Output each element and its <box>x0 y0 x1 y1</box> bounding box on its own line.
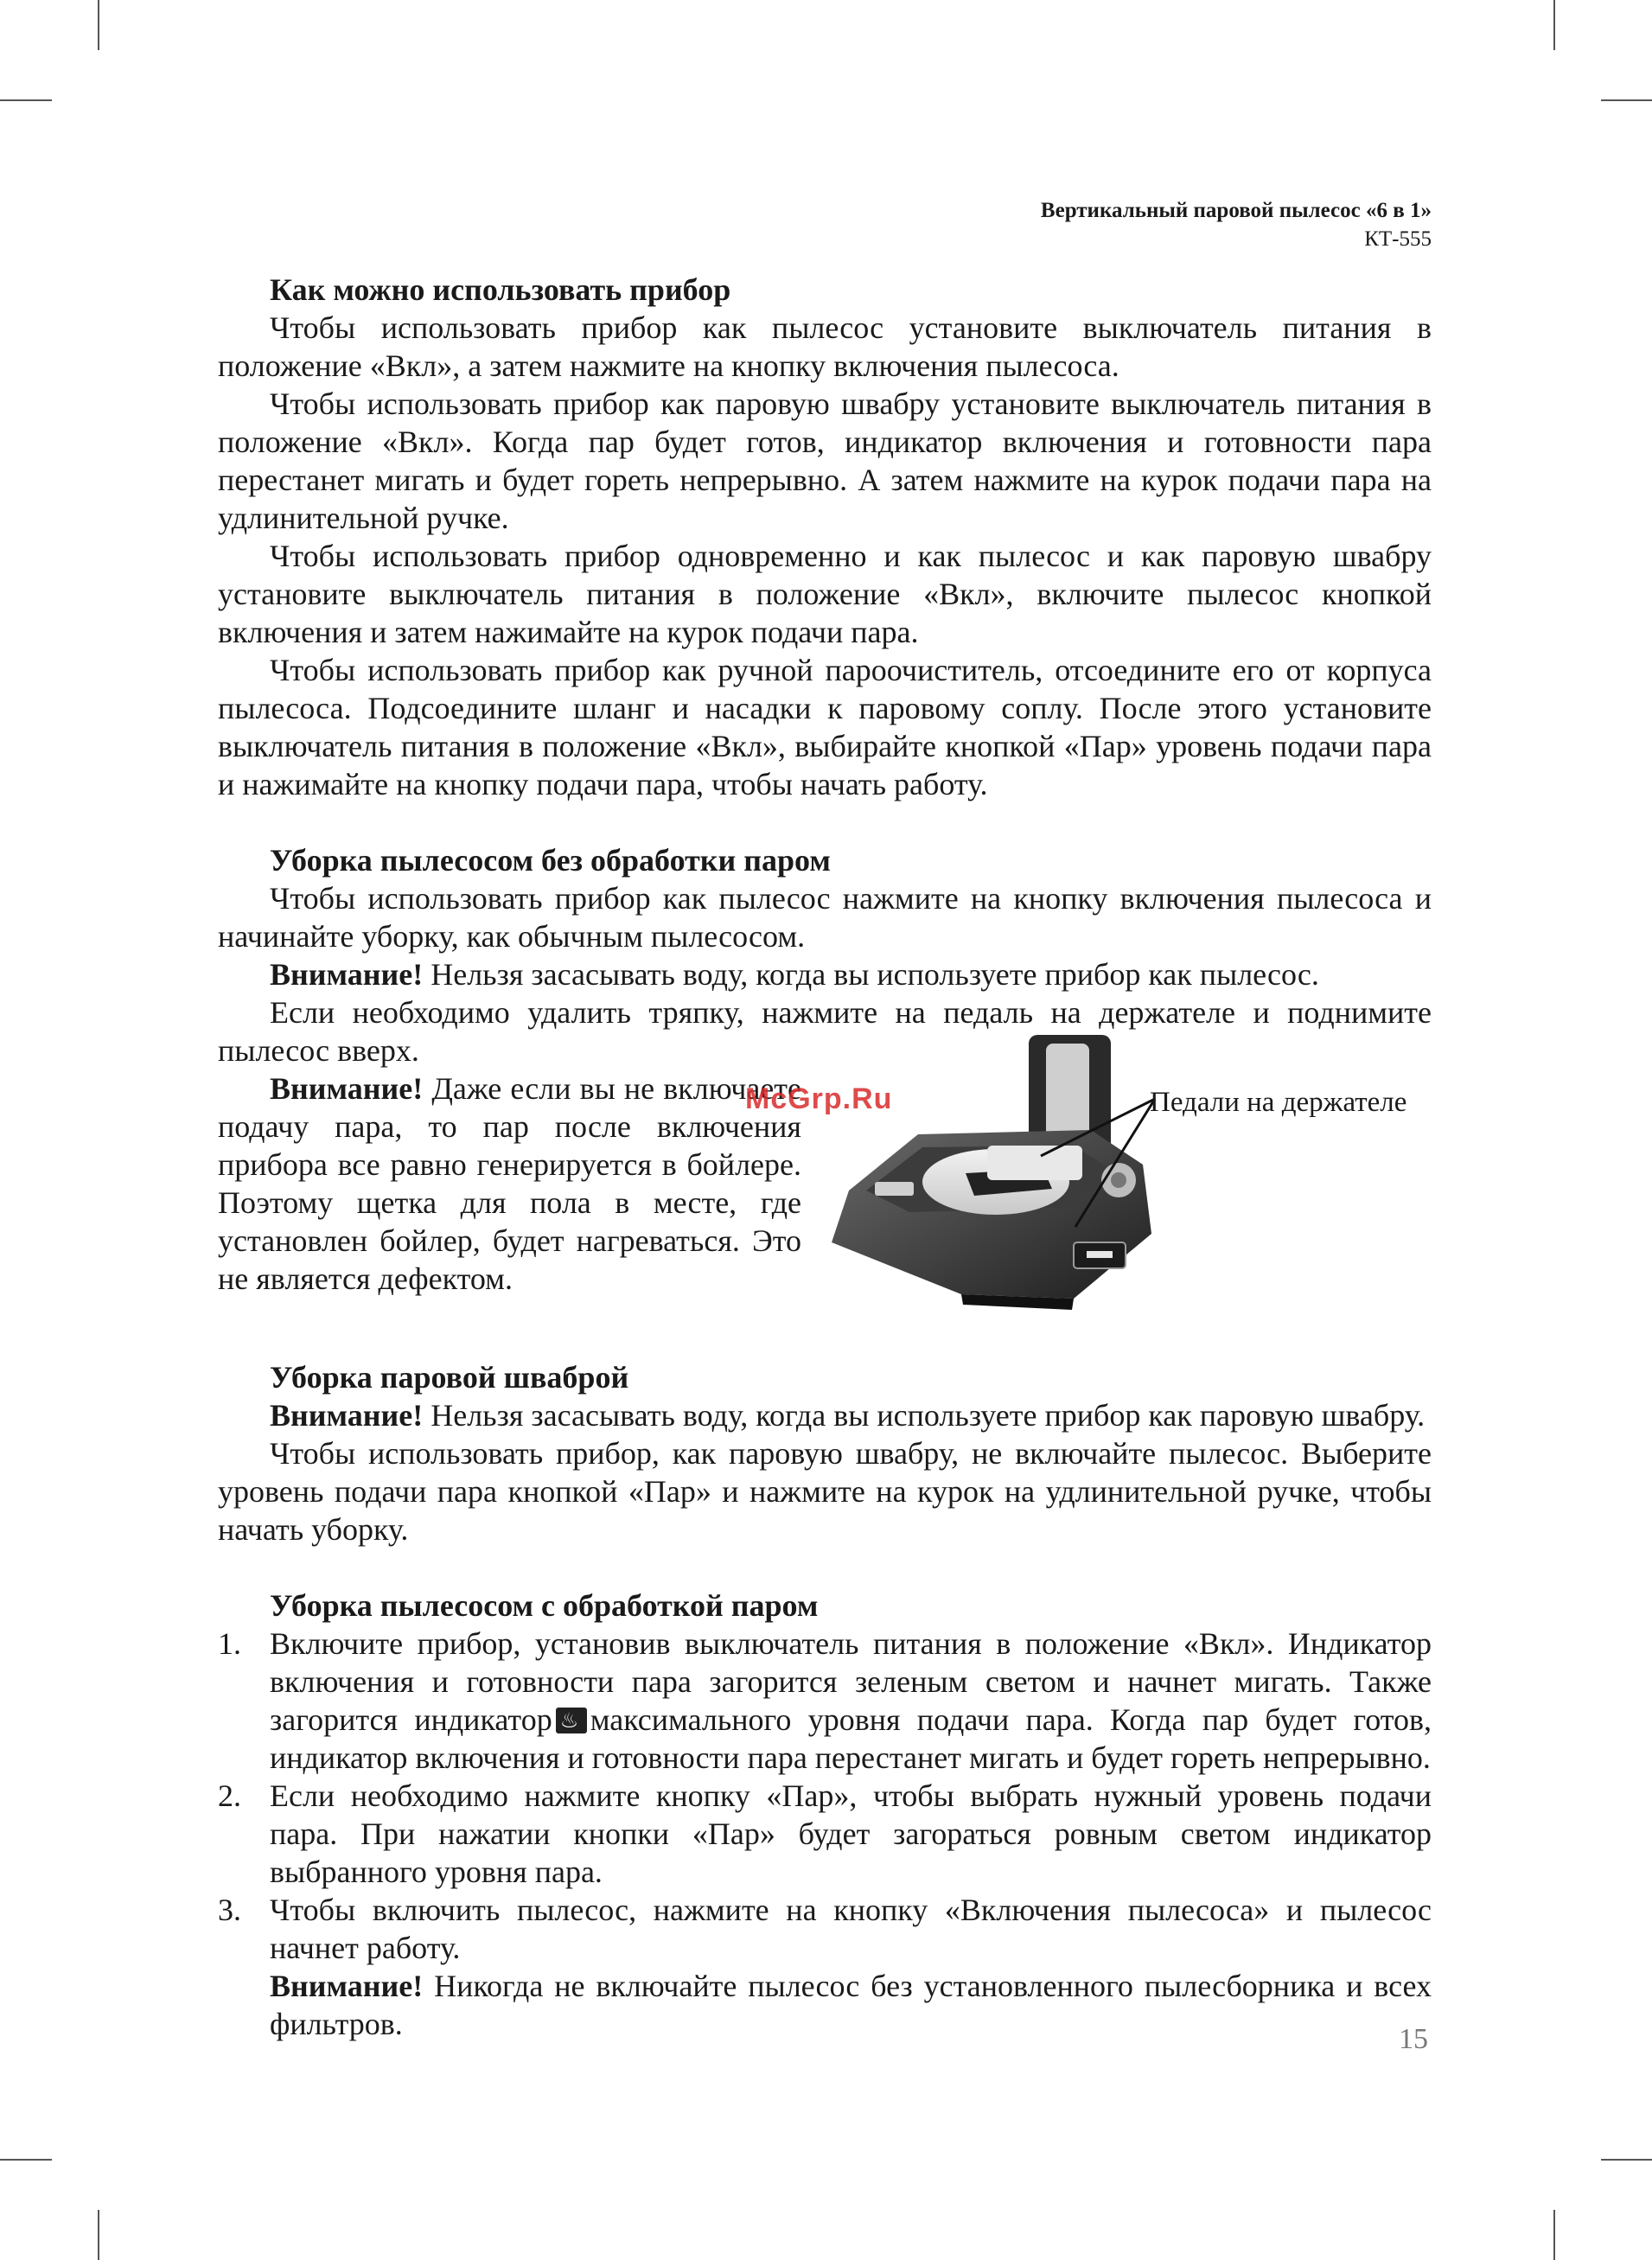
crop-mark <box>1601 99 1652 101</box>
warning-text: Нельзя засасывать воду, когда вы используете прибор как паровую швабру. <box>423 1398 1426 1433</box>
warning-paragraph <box>218 1069 801 1298</box>
callout-lines <box>1030 1061 1169 1234</box>
paragraph: Если необходимо удалить тряпку, нажмите на педаль на держателе и поднимите пылесос вверх. <box>218 995 1432 1068</box>
list-item <box>218 1625 1432 1777</box>
warning-label: Внимание! <box>270 1969 424 2003</box>
paragraph: Чтобы использовать прибор, как паровую швабру, не включайте пылесос. Выберите уровень подачи пара кнопкой «Пар» и нажмите на курок на удлинительной ручке, чтобы начать уборку. <box>218 1436 1432 1547</box>
header-title: Вертикальный паровой пылесос «6 в 1» <box>1040 199 1432 222</box>
crop-mark <box>1553 0 1555 50</box>
crop-mark <box>0 99 52 101</box>
max-steam-indicator-icon <box>556 1708 587 1733</box>
steps-list <box>218 1625 1432 2043</box>
paragraph: Чтобы использовать прибор как пылесос установите выключатель питания в положение «Вкл», а затем нажмите на кнопку включения пылесоса. <box>218 310 1432 383</box>
figure-label: Педали на держателе <box>1150 1087 1407 1118</box>
list-number: 3. <box>218 1893 241 1927</box>
section-heading: Как можно использовать прибор <box>270 272 731 307</box>
crop-mark <box>0 2159 52 2161</box>
crop-mark <box>98 0 99 50</box>
list-item <box>218 1777 1432 1891</box>
paragraph: Чтобы использовать прибор как пылесос нажмите на кнопку включения пылесоса и начинайте уборку, как обычным пылесосом. <box>218 881 1432 954</box>
paragraph: Чтобы использовать прибор как ручной пароочиститель, отсоедините его от корпуса пылесоса. Подсоедините шланг и насадки к паровому соплу. После этого установите выключатель питания в положение «Вкл», выбирайте кнопкой «Пар» уровень подачи пара и нажимайте на кнопку подачи пара, чтобы начать работу. <box>218 653 1432 801</box>
page-content <box>218 271 1432 2043</box>
warning-paragraph <box>218 1396 1432 1434</box>
list-text: Чтобы включить пылесос, нажмите на кнопку «Включения пылесоса» и пылесос начнет работу. <box>270 1893 1432 1965</box>
list-number: 1. <box>218 1626 241 1661</box>
warning-label: Внимание! <box>270 1071 424 1106</box>
figure-block <box>218 1069 1432 1320</box>
crop-mark <box>98 2210 99 2260</box>
list-text: максимального уровня подачи пара. Когда пар будет готов, индикатор включения и готовности пара перестанет мигать и будет гореть непрерывно. <box>270 1702 1432 1775</box>
paragraph: Чтобы использовать прибор как паровую швабру установите выключатель питания в положение «Вкл». Когда пар будет готов, индикатор включения и готовности пара перестанет мигать и будет гореть непрерывно. А затем нажмите на курок подачи пара на удлинительной ручке. <box>218 386 1432 535</box>
running-header <box>1041 197 1432 254</box>
header-model: КТ-555 <box>1364 227 1432 251</box>
warning-paragraph <box>218 955 1432 993</box>
section-heading: Уборка пылесосом без обработки паром <box>270 843 831 878</box>
list-number: 2. <box>218 1778 241 1813</box>
warning-text: Нельзя засасывать воду, когда вы используете прибор как пылесос. <box>423 957 1319 992</box>
section-heading: Уборка пылесосом с обработкой паром <box>270 1588 819 1623</box>
warning-label: Внимание! <box>270 957 424 992</box>
watermark: McGrp.Ru <box>745 1082 893 1115</box>
section-heading: Уборка паровой шваброй <box>270 1360 629 1395</box>
list-item <box>218 1891 1432 2043</box>
warning-text: Никогда не включайте пылесос без установленного пылесборника и всех фильтров. <box>270 1969 1432 2041</box>
page-number: 15 <box>1399 2023 1428 2055</box>
warning-text: Даже если вы не включаете подачу пара, то пар после включения прибора все равно генерируется в бойлере. Поэтому щетка для пола в месте, где установлен бойлер, будет нагреваться. Это не является дефектом. <box>218 1071 801 1296</box>
list-text: Включите прибор, установив выключатель питания в положение «Вкл». Индикатор включения и готовности пара загорится зеленым светом и начнет мигать. Также загорится индикатор <box>270 1626 1432 1737</box>
crop-mark <box>1553 2210 1555 2260</box>
warning-paragraph <box>270 1967 1432 2043</box>
list-text: Если необходимо нажмите кнопку «Пар», чтобы выбрать нужный уровень подачи пара. При нажатии кнопки «Пар» будет загораться ровным светом индикатор выбранного уровня пара. <box>270 1778 1432 1889</box>
paragraph: Чтобы использовать прибор одновременно и как пылесос и как паровую швабру установите выключатель питания в положение «Вкл», включите пылесос кнопкой включения и затем нажимайте на курок подачи пара. <box>218 539 1432 649</box>
warning-label: Внимание! <box>270 1398 424 1433</box>
crop-mark <box>1601 2159 1652 2161</box>
